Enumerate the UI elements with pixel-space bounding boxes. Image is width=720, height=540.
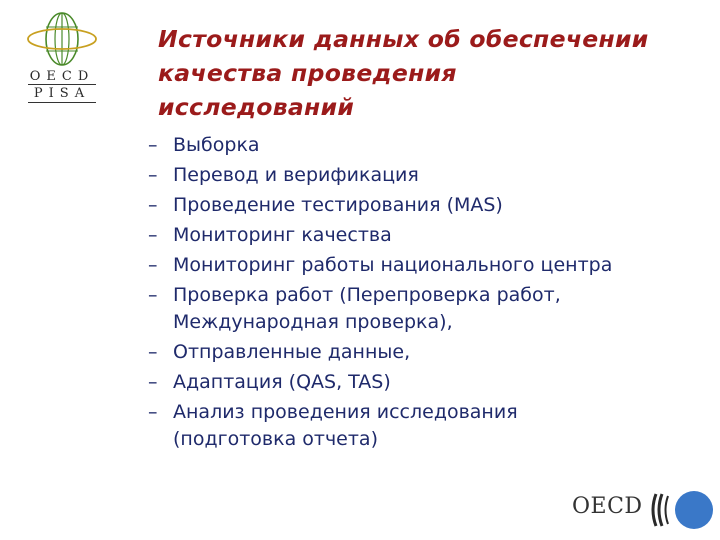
dash-marker: – xyxy=(148,134,158,156)
list-item xyxy=(148,399,643,453)
list-item xyxy=(148,369,708,396)
dash-marker: – xyxy=(148,194,158,216)
logo-pisa-text: PISA xyxy=(33,86,91,101)
dash-marker: – xyxy=(148,401,158,423)
oecd-emblem-icon xyxy=(650,490,720,530)
list-item-text: Проверка работ (Перепроверка работ, Международная проверка), xyxy=(173,284,561,333)
list-item-text: Адаптация (QAS, TAS) xyxy=(173,371,391,393)
list-item-text: Отправленные данные, xyxy=(173,341,411,363)
list-item-text: Проведение тестирования (MAS) xyxy=(173,194,503,216)
oecd-footer-logo xyxy=(572,490,720,530)
list-item xyxy=(148,339,708,366)
dash-marker: – xyxy=(148,224,158,246)
oecd-pisa-logo xyxy=(22,10,102,102)
logo-oecd-text: OECD xyxy=(29,69,95,84)
list-item-text: Перевод и верификация xyxy=(173,164,419,186)
list-item xyxy=(148,282,673,336)
list-item xyxy=(148,132,708,159)
dash-marker: – xyxy=(148,254,158,276)
list-item xyxy=(148,162,708,189)
logo-divider xyxy=(28,84,96,85)
list-item xyxy=(148,192,708,219)
slide-title xyxy=(158,22,720,124)
list-item xyxy=(148,252,643,279)
title-line: качества проведения xyxy=(158,59,457,87)
globe-icon xyxy=(22,10,102,68)
bullet-list xyxy=(148,132,708,456)
list-item-text: Анализ проведения исследования (подготовка отчета) xyxy=(173,401,518,450)
dash-marker: – xyxy=(148,371,158,393)
list-item-text: Мониторинг качества xyxy=(173,224,392,246)
list-item xyxy=(148,222,708,249)
title-line: Источники данных об обеспечении xyxy=(158,25,649,53)
list-item-text: Мониторинг работы национального центра xyxy=(173,254,613,276)
dash-marker: – xyxy=(148,164,158,186)
title-line: исследований xyxy=(158,93,355,121)
list-item-text: Выборка xyxy=(173,134,260,156)
dash-marker: – xyxy=(148,341,158,363)
dash-marker: – xyxy=(148,284,158,306)
logo-divider xyxy=(28,102,96,103)
oecd-wordmark: OECD xyxy=(572,494,643,519)
